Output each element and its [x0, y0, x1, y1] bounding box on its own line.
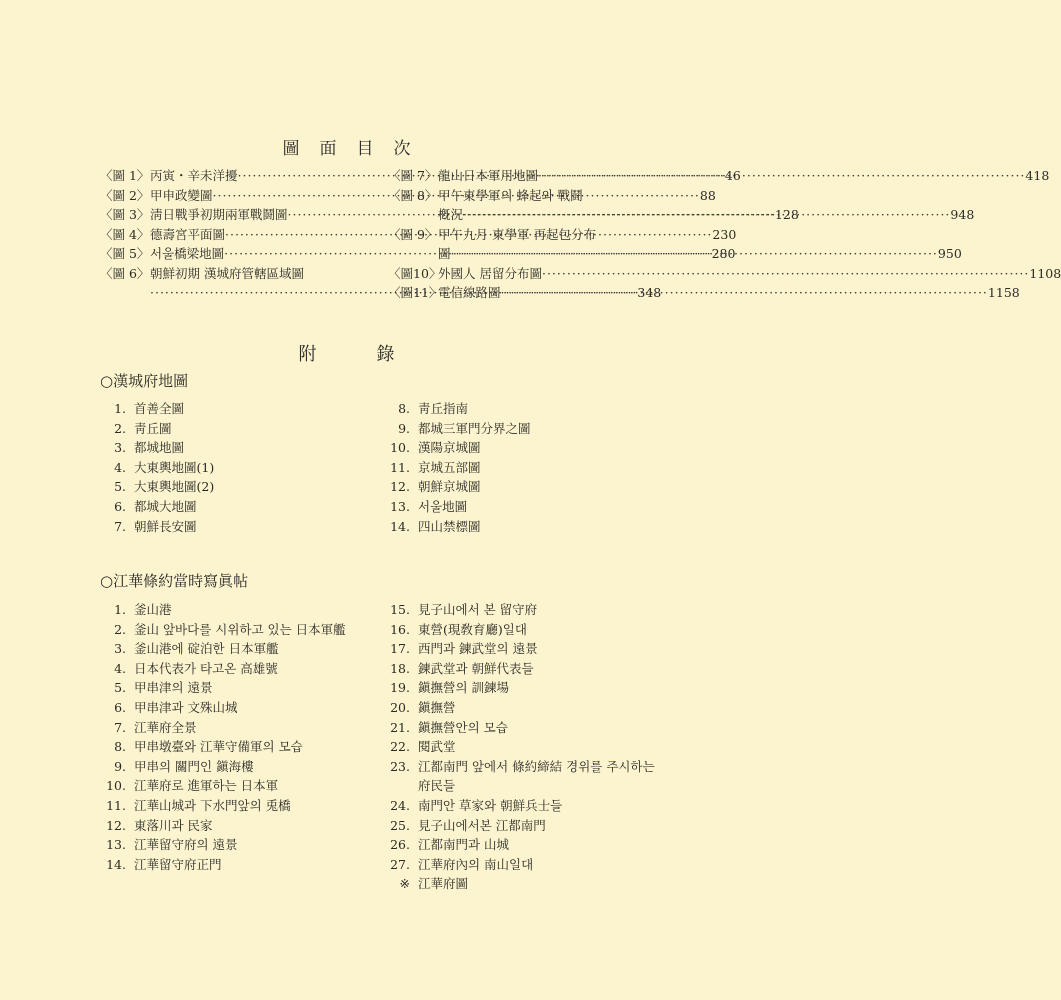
- item-text: 東營(現敎育廳)일대: [418, 621, 527, 637]
- figure-title: 淸日戰爭初期兩軍戰鬪圖: [150, 207, 288, 222]
- figure-title: 甲午九月 東學軍 再起包分布: [438, 226, 596, 242]
- item-number: 20.: [390, 699, 410, 715]
- list-item: [384, 816, 656, 836]
- item-number: 23.: [390, 758, 410, 774]
- item-number: 9.: [114, 758, 126, 774]
- list-item: [100, 438, 360, 458]
- item-number: 6.: [114, 699, 126, 715]
- item-text: 見子山에서본 江都南門: [418, 817, 546, 833]
- toc-entry: [388, 264, 1061, 284]
- list-item: [384, 855, 656, 875]
- figure-label: 〈圖 7〉: [388, 168, 438, 183]
- item-text: 甲串墩臺와 江華守備軍의 모습: [134, 739, 303, 755]
- figure-label: 〈圖 6〉: [100, 265, 150, 281]
- list-item: [100, 835, 372, 855]
- item-number: 22.: [390, 739, 410, 755]
- toc-entry: [388, 283, 1020, 303]
- photo-list-left: [100, 600, 372, 874]
- item-text: 釜山港: [134, 602, 172, 617]
- map-list-left: [100, 399, 360, 536]
- item-number: 2.: [114, 621, 126, 637]
- item-text: 大東輿地圖(2): [134, 479, 215, 495]
- item-number: 16.: [390, 621, 410, 637]
- list-item: [384, 458, 654, 478]
- item-text: 見子山에서 본 留守府: [418, 602, 538, 617]
- figure-title: 甲午東學軍의 蜂起와 戰鬪: [438, 187, 583, 203]
- map-list-right: [384, 399, 654, 536]
- page-number: 950: [937, 246, 962, 261]
- item-text: 日本代表가 타고온 高雄號: [134, 660, 278, 676]
- item-number: 14.: [106, 856, 126, 872]
- item-text: 甲串津과 文殊山城: [134, 699, 238, 715]
- item-text: 江華留守府正門: [134, 856, 222, 872]
- leader-dots: [538, 166, 1025, 186]
- item-number: 21.: [390, 719, 410, 735]
- list-item: [384, 419, 654, 439]
- item-text: 甲串津의 遠景: [134, 680, 213, 696]
- list-item: [100, 659, 372, 679]
- figure-title: 甲申政變圖: [150, 187, 213, 203]
- item-number: 11.: [390, 459, 410, 475]
- item-text: 朝鮮長安圖: [134, 518, 197, 534]
- figure-label: 〈圖11〉: [388, 285, 442, 300]
- item-number: 9.: [398, 420, 410, 436]
- list-item: [100, 776, 372, 796]
- item-number: 5.: [114, 479, 126, 495]
- item-number: 27.: [390, 856, 410, 872]
- figure-label: 〈圖10〉: [388, 265, 442, 281]
- page-number: 1158: [987, 285, 1020, 300]
- item-text: 江華山城과 下水門앞의 兎橋: [134, 797, 291, 813]
- item-number: 6.: [114, 498, 126, 514]
- list-item: [384, 399, 654, 419]
- item-number: 3.: [114, 440, 126, 456]
- list-item: [384, 757, 656, 796]
- item-text: 四山禁標圖: [418, 518, 481, 534]
- list-item: [100, 477, 360, 497]
- item-text: 江都南門 앞에서 條約締結 경위를 주시하는 府民들: [418, 758, 655, 794]
- appendix-title: 附錄: [298, 344, 455, 365]
- list-item: [100, 517, 360, 537]
- item-number: 25.: [390, 817, 410, 833]
- item-number: 13.: [106, 837, 126, 853]
- figure-label: 〈圖 2〉: [100, 187, 150, 203]
- photo-list-right: [384, 600, 656, 894]
- list-item: [100, 458, 360, 478]
- page-number: 230: [712, 226, 737, 242]
- figure-title: 丙寅・辛未洋擾: [150, 168, 238, 183]
- item-number: 11.: [106, 797, 126, 813]
- item-number: 10.: [390, 440, 410, 456]
- page-number: 88: [699, 187, 716, 203]
- page-number: 280: [711, 246, 736, 261]
- list-item: [100, 718, 372, 738]
- list-item: [384, 659, 656, 679]
- list-item: [100, 796, 372, 816]
- list-item: [384, 620, 656, 640]
- figure-title: 龍山日本軍用地圖: [438, 168, 539, 183]
- list-item: [384, 737, 656, 757]
- item-number: 15.: [390, 602, 410, 617]
- figures-toc-title: 圖面目次: [282, 139, 431, 159]
- item-text: 釜山港에 碇泊한 日本軍艦: [134, 641, 279, 657]
- item-number: 3.: [114, 641, 126, 657]
- list-item: [100, 698, 372, 718]
- item-number: 1.: [114, 602, 126, 617]
- item-text: 靑丘指南: [418, 401, 469, 416]
- leader-dots: [451, 244, 938, 264]
- figure-title: 電信線路圖: [438, 285, 501, 300]
- list-item: [100, 757, 372, 777]
- page-number: 128: [774, 207, 799, 222]
- item-number: 4.: [114, 459, 126, 475]
- leader-dots: [463, 205, 950, 225]
- figure-label: 〈圖 8〉: [388, 187, 438, 203]
- toc-entry: [100, 244, 736, 264]
- figure-label: 〈圖 5〉: [100, 246, 150, 261]
- item-text: 朝鮮京城圖: [418, 479, 481, 495]
- item-number: 1.: [114, 401, 126, 416]
- list-item: [100, 497, 360, 517]
- leader-dots: [501, 283, 988, 303]
- list-item: [384, 835, 656, 855]
- item-text: 江華府로 進軍하는 日本軍: [134, 778, 279, 794]
- section-heading-hanseongbu-maps: ○漢城府地圖: [100, 372, 189, 390]
- item-number: 19.: [390, 680, 410, 696]
- figure-title-cont: 圖: [438, 246, 451, 261]
- list-item: [384, 698, 656, 718]
- figure-label: 〈圖 9〉: [388, 226, 438, 242]
- item-number: 12.: [390, 479, 410, 495]
- item-text: 江都南門과 山城: [418, 837, 510, 853]
- item-text: 東落川과 民家: [134, 817, 213, 833]
- item-text: 鎭撫營의 訓鍊場: [418, 680, 510, 696]
- item-number: 7.: [114, 719, 126, 735]
- item-number: 7.: [114, 518, 126, 534]
- item-text: 大東輿地圖(1): [134, 459, 215, 475]
- item-text: 都城三軍門分界之圖: [418, 420, 531, 436]
- section-heading-ganghwa-treaty-photos: ○江華條約當時寫眞帖: [100, 572, 249, 590]
- list-item: [384, 718, 656, 738]
- item-text: 鎭撫營안의 모습: [418, 719, 508, 735]
- page-number: 348: [637, 285, 662, 300]
- list-item: [384, 517, 654, 537]
- list-item: [384, 678, 656, 698]
- list-item: [100, 816, 372, 836]
- item-text: 靑丘圖: [134, 420, 172, 436]
- list-item: [384, 874, 656, 894]
- figure-label: 〈圖 1〉: [100, 168, 150, 183]
- item-text: 都城大地圖: [134, 498, 197, 514]
- page-number: 1108: [1029, 265, 1061, 281]
- list-item: [100, 737, 372, 757]
- list-item: [100, 419, 360, 439]
- item-number: 5.: [114, 680, 126, 696]
- page-number: 46: [724, 168, 741, 183]
- item-number: 24.: [390, 797, 410, 813]
- list-item: [100, 600, 372, 620]
- list-item: [384, 497, 654, 517]
- list-item: [384, 477, 654, 497]
- item-text: 江華府圖: [418, 876, 469, 892]
- list-item: [384, 796, 656, 816]
- item-text: 江華府內의 南山일대: [418, 856, 534, 872]
- item-number: 10.: [106, 778, 126, 794]
- figure-title: 外國人 居留分布圖: [438, 265, 542, 281]
- item-text: 西門과 鍊武堂의 遠景: [418, 641, 538, 657]
- item-number: ※: [399, 876, 410, 892]
- page-number: 948: [950, 207, 975, 222]
- item-number: 12.: [106, 817, 126, 833]
- figure-title: 서울橋梁地圖: [150, 246, 225, 261]
- leader-dots: [542, 264, 1029, 284]
- list-item: [100, 399, 360, 419]
- item-text: 都城地圖: [134, 440, 185, 456]
- item-text: 京城五部圖: [418, 459, 481, 475]
- figure-title: 朝鮮初期 漢城府管轄區域圖: [150, 265, 304, 281]
- list-item: [100, 639, 372, 659]
- list-item: [100, 620, 372, 640]
- item-number: 26.: [390, 837, 410, 853]
- figure-label: 〈圖 3〉: [100, 207, 150, 222]
- page-number: 418: [1025, 168, 1050, 183]
- item-text: 南門안 草家와 朝鮮兵士들: [418, 797, 563, 813]
- list-item: [100, 855, 372, 875]
- item-text: 鎭撫營: [418, 699, 456, 715]
- list-item: [384, 639, 656, 659]
- item-number: 18.: [390, 660, 410, 676]
- item-text: 漢陽京城圖: [418, 440, 481, 456]
- item-number: 4.: [114, 660, 126, 676]
- item-number: 8.: [398, 401, 410, 416]
- figure-label: 〈圖 4〉: [100, 226, 150, 242]
- figure-title: 德壽宮平面圖: [150, 226, 226, 242]
- item-number: 13.: [390, 498, 410, 514]
- item-number: 14.: [390, 518, 410, 534]
- item-text: 서울地圖: [418, 498, 468, 514]
- figure-title-cont: 槪況: [438, 207, 464, 222]
- item-number: 2.: [114, 420, 126, 436]
- list-item: [100, 678, 372, 698]
- item-text: 釜山 앞바다를 시위하고 있는 日本軍艦: [134, 621, 346, 637]
- item-text: 江華府全景: [134, 719, 197, 735]
- list-item: [384, 438, 654, 458]
- list-item: [384, 600, 656, 620]
- item-text: 江華留守府의 遠景: [134, 837, 238, 853]
- item-number: 8.: [114, 739, 126, 755]
- item-text: 甲串의 關門인 鎭海樓: [134, 758, 254, 774]
- item-text: 首善全圖: [134, 401, 185, 416]
- item-text: 鍊武堂과 朝鮮代表들: [418, 660, 534, 676]
- item-number: 17.: [390, 641, 410, 657]
- item-text: 閱武堂: [418, 739, 456, 755]
